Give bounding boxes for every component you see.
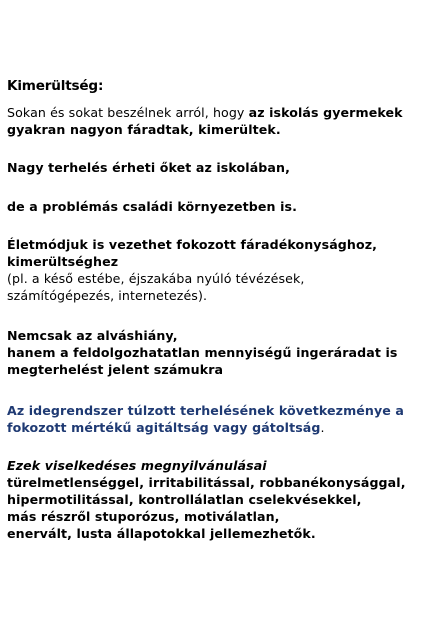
bold-line: kimerültséghez [7,254,119,269]
paragraph-lifestyle [7,236,423,304]
paragraph-behaviour [7,457,423,542]
bold-line: megterhelést jelent számukra [7,362,224,377]
paragraph-line [7,104,423,121]
bold-line: gyakran nagyon fáradtak, kimerültek. [7,122,281,137]
bold-text: az iskolás gyermekek [248,105,403,120]
paragraph-sleep-deprivation [7,327,423,378]
paragraph-school-load: Nagy terhelés érheti őket az iskolában, [7,160,290,175]
bold-line: enervált, lusta állapotokkal jellemezhetők. [7,526,316,541]
bold-line: Életmódjuk is vezethet fokozott fáradékonysághoz, [7,237,378,252]
paragraph-line: számítógépezés, internetezés). [7,288,208,303]
bold-line: türelmetlenséggel, irritabilitással, robbanékonysággal, [7,475,406,490]
paragraph-line: (pl. a késő estébe, éjszakába nyúló tévézések, [7,271,305,286]
paragraph-family: de a problémás családi környezetben is. [7,199,297,214]
highlight-line: Az idegrendszer túlzott terhelésének következménye a [7,403,405,418]
highlight-text: fokozott mértékű agitáltság vagy gátoltság [7,420,321,435]
heading: Kimerültség: [7,78,104,94]
bold-line: hanem a feldolgozhatatlan mennyiségű ingeráradat is [7,345,398,360]
paragraph-nervous-system [7,402,423,436]
highlight-line [7,419,423,436]
paragraph-tired-children [7,104,423,138]
intro-text: Sokan és sokat beszélnek arról, hogy [7,105,249,120]
bold-line: Nemcsak az alváshiány, [7,328,178,343]
period-text: . [320,420,325,435]
italic-line: Ezek viselkedéses megnyilvánulásai [7,458,267,473]
bold-line: más részről stuporózus, motiválatlan, [7,509,280,524]
bold-line: hipermotilitással, kontrollálatlan cselekvésekkel, [7,492,362,507]
